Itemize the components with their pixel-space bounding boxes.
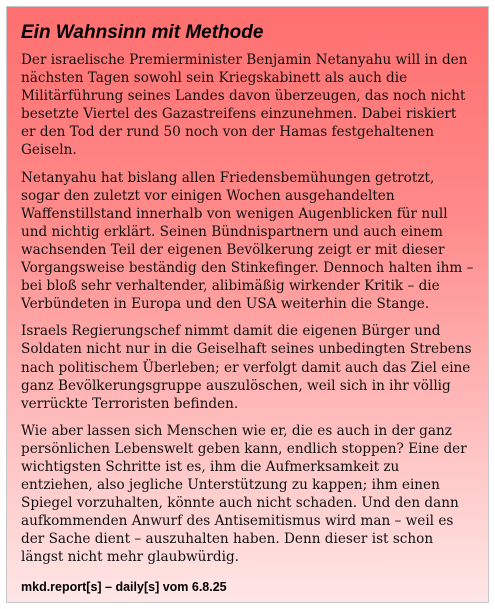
article-paragraph-3: Israels Regierungschef nimmt damit die eigenen Bürger und Soldaten nicht nur in die Geiselhaft seines unbedingten Strebens nach politischem Überleben; er verfolgt damit auch das Ziel eine ganz Bevölkerungsgruppe auszulöschen, weil sich in ihr völlig verrückte Terroristen befinden. <box>21 323 472 412</box>
article-card <box>6 6 489 603</box>
article-paragraph-4: Wie aber lassen sich Menschen wie er, die es auch in der ganz persönlichen Lebenswelt geben kann, endlich stoppen? Eine der wichtigsten Schritte ist es, ihm die Aufmerksamkeit zu entziehen, also jegliche Unterstützung zu kappen; ihm einen Spiegel vorzuhalten, könnte auch nicht schaden. Und den dann aufkommenden Anwurf des Antisemitismus wird man – weil es der Sache dient – auszuhalten haben. Denn dieser ist schon längst nicht mehr glaubwürdig. <box>21 422 467 566</box>
article-paragraph-2: Netanyahu hat bislang allen Friedensbemühungen getrotzt, sogar den zuletzt vor einigen Wochen ausgehandelten Waffenstillstand innerhalb von wenigen Augenblicken für null und nichtig erklärt. Seinen Bündnispartnern und auch einem wachsenden Teil der eigenen Bevölkerung zeigt er mit dieser Vorgangsweise beständig den Stinkefinger. Dennoch halten ihm – bei bloß sehr verhaltender, alibimäßig wirkender Kritik – die Verbündeten in Europa und den USA weiterhin die Stange. <box>21 169 474 313</box>
article-title: Ein Wahnsinn mit Methode <box>21 22 264 43</box>
article-paragraph-1: Der israelische Premierminister Benjamin Netanyahu will in den nächsten Tagen sowohl sein Kriegskabinett als auch die Militärführung seines Landes davon überzeugen, das noch nicht besetzte Viertel des Gazastreifens einzunehmen. Dabei riskiert er den Tod der rund 50 noch von der Hamas festgehaltenen Geiseln. <box>21 52 468 159</box>
source-credit: mkd.report[s] – daily[s] vom 6.8.25 <box>21 580 227 594</box>
